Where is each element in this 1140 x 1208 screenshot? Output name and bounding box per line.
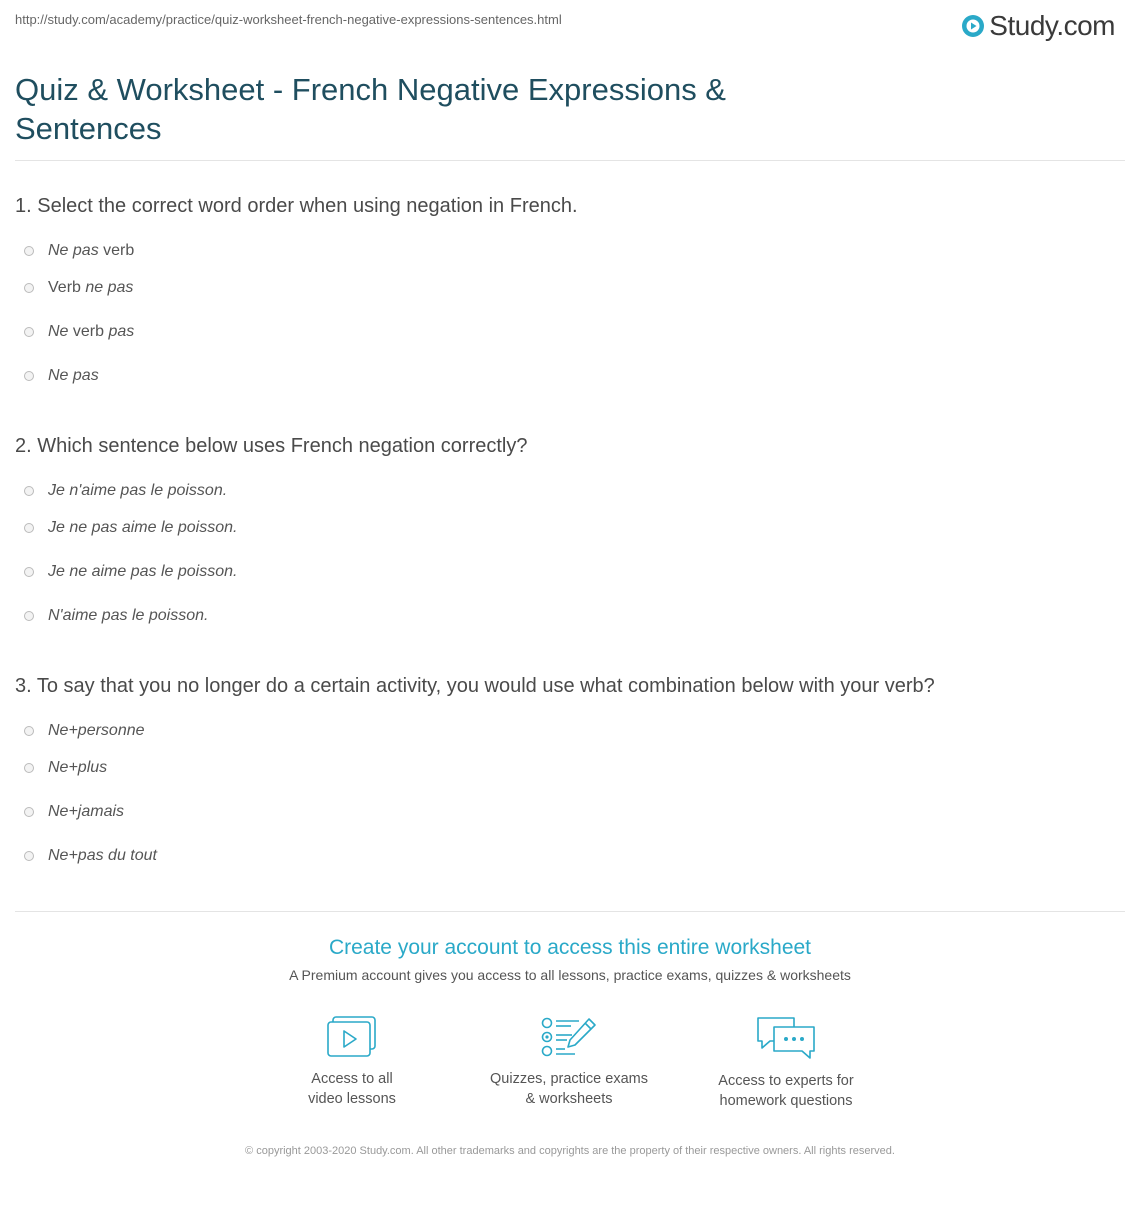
question-3 (15, 674, 1125, 878)
radio-button[interactable] (24, 611, 34, 621)
answer-text-segment: Ne+plus (48, 759, 108, 776)
signup-cta (0, 935, 1140, 983)
answer-option-label (48, 803, 124, 821)
answer-option[interactable] (15, 266, 1125, 310)
answer-option[interactable] (15, 310, 1125, 354)
copyright-notice: © copyright 2003-2020 Study.com. All other trademarks and copyrights are the property of their respective owners. All rights reserved. (245, 1145, 895, 1157)
feature-quizzes (469, 1015, 669, 1109)
question-2 (15, 434, 1125, 638)
answer-option-label (48, 759, 107, 777)
answer-option-label (48, 242, 134, 260)
radio-button[interactable] (24, 807, 34, 817)
feature-video-lessons (252, 1015, 452, 1109)
feature-label (469, 1069, 669, 1109)
answer-text-segment: Ne+personne (48, 722, 145, 739)
cta-divider (15, 911, 1125, 912)
answer-text-segment: verb (68, 323, 109, 340)
title-divider (15, 160, 1125, 161)
answer-text-segment: Ne (48, 323, 69, 340)
answer-option-label (48, 519, 237, 537)
feature-label-line: & worksheets (525, 1091, 613, 1107)
feature-label-line: Quizzes, practice exams (490, 1071, 648, 1087)
answer-option-label (48, 279, 133, 297)
feature-experts (686, 1015, 886, 1111)
answer-text-segment: Ne pas (48, 242, 99, 259)
radio-button[interactable] (24, 371, 34, 381)
answer-options (15, 716, 1125, 878)
feature-label-line: Access to experts for (718, 1073, 854, 1089)
answer-text-segment: Verb (48, 279, 86, 296)
logo-text: Study.com (989, 10, 1115, 41)
quiz-checklist-icon (539, 1015, 599, 1059)
answer-options (15, 476, 1125, 638)
feature-label-line: homework questions (719, 1093, 853, 1109)
answer-option[interactable] (15, 594, 1125, 638)
play-circle-icon (961, 14, 985, 38)
answer-text-segment: ne pas (85, 279, 134, 296)
answer-option[interactable] (15, 834, 1125, 878)
page-title: Quiz & Worksheet - French Negative Expressions & Sentences (15, 72, 726, 146)
answer-option[interactable] (15, 790, 1125, 834)
radio-button[interactable] (24, 763, 34, 773)
answer-text-segment: Je n'aime pas le poisson. (48, 482, 228, 499)
answer-text-segment: Je ne pas aime le poisson. (48, 519, 238, 536)
answer-text-segment: Ne pas (48, 367, 99, 384)
page-url: http://study.com/academy/practice/quiz-worksheet-french-negative-expressions-sentences.html (15, 12, 562, 27)
answer-options (15, 236, 1125, 398)
answer-option[interactable] (15, 716, 1125, 746)
answer-option[interactable] (15, 354, 1125, 398)
answer-option-label (48, 482, 227, 500)
feature-label-line: Access to all (311, 1071, 393, 1087)
feature-label (686, 1071, 886, 1111)
answer-text-segment: pas (108, 323, 135, 340)
radio-button[interactable] (24, 726, 34, 736)
answer-option[interactable] (15, 746, 1125, 790)
radio-button[interactable] (24, 851, 34, 861)
feature-label-line: video lessons (308, 1091, 396, 1107)
answer-option[interactable] (15, 476, 1125, 506)
answer-text-segment: Ne+jamais (48, 803, 125, 820)
answer-option-label (48, 847, 157, 865)
question-text: 2. Which sentence below uses French negation correctly? (15, 435, 528, 457)
cta-title-link[interactable]: Create your account to access this entire worksheet (328, 936, 812, 959)
answer-option-label (48, 722, 145, 740)
radio-button[interactable] (24, 567, 34, 577)
video-lessons-icon (325, 1015, 379, 1059)
radio-button[interactable] (24, 486, 34, 496)
answer-text-segment: verb (98, 242, 135, 259)
top-bar (15, 12, 1125, 42)
answer-option[interactable] (15, 506, 1125, 550)
chat-experts-icon (754, 1015, 818, 1061)
cta-subtitle: A Premium account gives you access to all lessons, practice exams, quizzes & worksheets (289, 967, 851, 983)
radio-button[interactable] (24, 246, 34, 256)
answer-option[interactable] (15, 550, 1125, 594)
answer-option-label (48, 323, 134, 341)
radio-button[interactable] (24, 327, 34, 337)
answer-option[interactable] (15, 236, 1125, 266)
feature-label (252, 1069, 452, 1109)
answer-option-label (48, 367, 99, 385)
study-logo[interactable] (961, 10, 1115, 42)
radio-button[interactable] (24, 283, 34, 293)
question-text: 3. To say that you no longer do a certain activity, you would use what combination below with your verb? (15, 675, 935, 697)
radio-button[interactable] (24, 523, 34, 533)
answer-text-segment: Je ne aime pas le poisson. (48, 563, 238, 580)
answer-text-segment: Ne+pas du tout (48, 847, 157, 864)
question-1 (15, 194, 1125, 398)
answer-option-label (48, 607, 208, 625)
question-text: 1. Select the correct word order when using negation in French. (15, 195, 578, 217)
answer-option-label (48, 563, 237, 581)
answer-text-segment: N'aime pas le poisson. (48, 607, 209, 624)
